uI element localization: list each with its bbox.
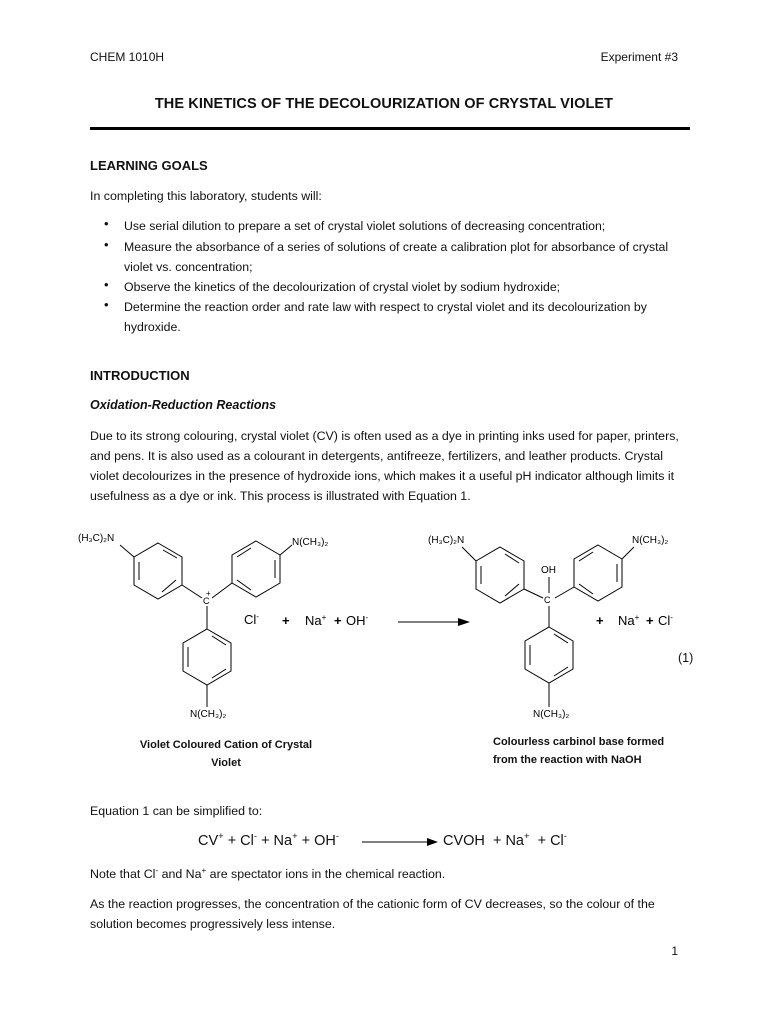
cl-term: + Cl (537, 833, 564, 849)
introduction-subheading: Oxidation-Reduction Reactions (90, 398, 277, 412)
na-term: + Na (492, 833, 525, 849)
learning-goals-heading: LEARNING GOALS (90, 158, 208, 173)
hydroxide-label: OH (346, 613, 366, 628)
note-part: Note that Cl (90, 867, 156, 881)
right-amine-bottom: N(CH₃)₂ (533, 709, 570, 720)
bullet-icon: • (104, 277, 109, 292)
oh-term: + OH (301, 833, 336, 849)
right-amine-top-left: (H₃C)₂N (428, 535, 465, 546)
experiment-number: Experiment #3 (600, 50, 678, 64)
introduction-paragraph: Due to its strong colouring, crystal violet (CV) is often used as a dye in printing inks used for paper, printers, and pens. It is also used as a colourant in detergents, antifreeze, fertilizers, and leather products. Crystal violet decolourizes in the presence of hydroxide ions, which makes it a useful pH indicator although limits it usefulness as a dye or ink. This process is illustrated with Equation 1. (90, 429, 679, 503)
simplified-equation-lhs: CV+ + Cl- + Na+ + OH- (198, 830, 340, 849)
left-ring-upper-right (232, 541, 280, 597)
goal-item: Observe the kinetics of the decolourization of crystal violet by sodium hydroxide; (124, 280, 561, 294)
chloride-product-label: Cl (658, 613, 671, 628)
left-ring-upper-left (134, 543, 182, 599)
right-ring-upper-right (574, 545, 622, 601)
right-central-carbon: C (544, 595, 551, 605)
svg-text:Cl-: Cl- (658, 613, 673, 628)
left-ring-bottom (183, 629, 231, 685)
equation-number: (1) (678, 651, 694, 665)
chloride-label: Cl (244, 612, 257, 627)
simplified-equation-rhs: CVOH + Na+ + Cl- (443, 830, 567, 849)
left-carbocation-charge: + (206, 589, 211, 598)
svg-text:Cl-: Cl- (244, 612, 259, 627)
goal-item: Measure the absorbance of a series of solutions of create a calibration plot for absorbance of crystal violet vs. concentration; (124, 240, 669, 274)
bullet-icon: • (104, 237, 109, 252)
introduction-heading: INTRODUCTION (90, 368, 190, 383)
left-amine-top-right: N(CH₃)₂ (292, 537, 329, 548)
na-term: + Na (261, 833, 293, 849)
plus-sign: + (596, 613, 604, 628)
caption-right-line: from the reaction with NaOH (493, 754, 642, 766)
title-rule (90, 127, 690, 130)
plus-sign: + (282, 613, 290, 628)
right-amine-top-right: N(CH₃)₂ (632, 535, 669, 546)
document-title: THE KINETICS OF THE DECOLOURIZATION OF CRYSTAL VIOLET (154, 96, 614, 112)
right-hydroxyl: OH (541, 565, 556, 576)
svg-text:OH-: OH- (346, 613, 369, 628)
left-amine-bottom: N(CH₃)₂ (190, 709, 227, 720)
caption-left (124, 736, 328, 772)
caption-left-line: Violet Coloured Cation of Crystal (139, 739, 313, 751)
sodium-label: Na (305, 613, 322, 628)
plus-sign: + (646, 613, 654, 628)
cv-term: CV (198, 833, 219, 849)
left-amine-top-left: (H₃C)₂N (78, 533, 115, 544)
svg-text:Na+: Na+ (618, 613, 640, 628)
right-ring-bottom (525, 627, 573, 683)
note-part: and Na (158, 867, 202, 881)
simplified-intro: Equation 1 can be simplified to: (90, 804, 263, 818)
sodium-product-label: Na (618, 613, 635, 628)
cvoh-term: CVOH (443, 833, 485, 849)
note-part: are spectator ions in the chemical reaction. (206, 867, 446, 881)
bullet-icon: • (104, 216, 109, 231)
caption-left-line: Violet (211, 757, 241, 769)
plus-sign: + (334, 613, 342, 628)
page-number: 1 (671, 944, 678, 958)
course-code: CHEM 1010H (90, 50, 165, 64)
right-ring-upper-left (476, 547, 524, 603)
simplified-arrow-icon (360, 836, 440, 848)
final-paragraph: As the reaction progresses, the concentration of the cationic form of CV decreases, so the colour of the solution becomes progressively less intense. (90, 897, 655, 931)
caption-right-line: Colourless carbinol base formed (493, 736, 665, 748)
caption-right (493, 733, 713, 769)
goal-item: Use serial dilution to prepare a set of crystal violet solutions of decreasing concentration; (124, 219, 606, 233)
left-central-carbon: C (203, 596, 210, 606)
spectator-note: Note that Cl- and Na+ are spectator ions in the chemical reaction. (90, 865, 446, 881)
arrow-head-icon (458, 618, 470, 626)
goal-item: Determine the reaction order and rate law with respect to crystal violet and its decolourization by hydroxide. (124, 300, 647, 334)
svg-text:Na+: Na+ (305, 613, 327, 628)
learning-goals-intro: In completing this laboratory, students will: (90, 189, 322, 203)
cl-term: + Cl (227, 833, 254, 849)
bullet-icon: • (104, 297, 109, 312)
